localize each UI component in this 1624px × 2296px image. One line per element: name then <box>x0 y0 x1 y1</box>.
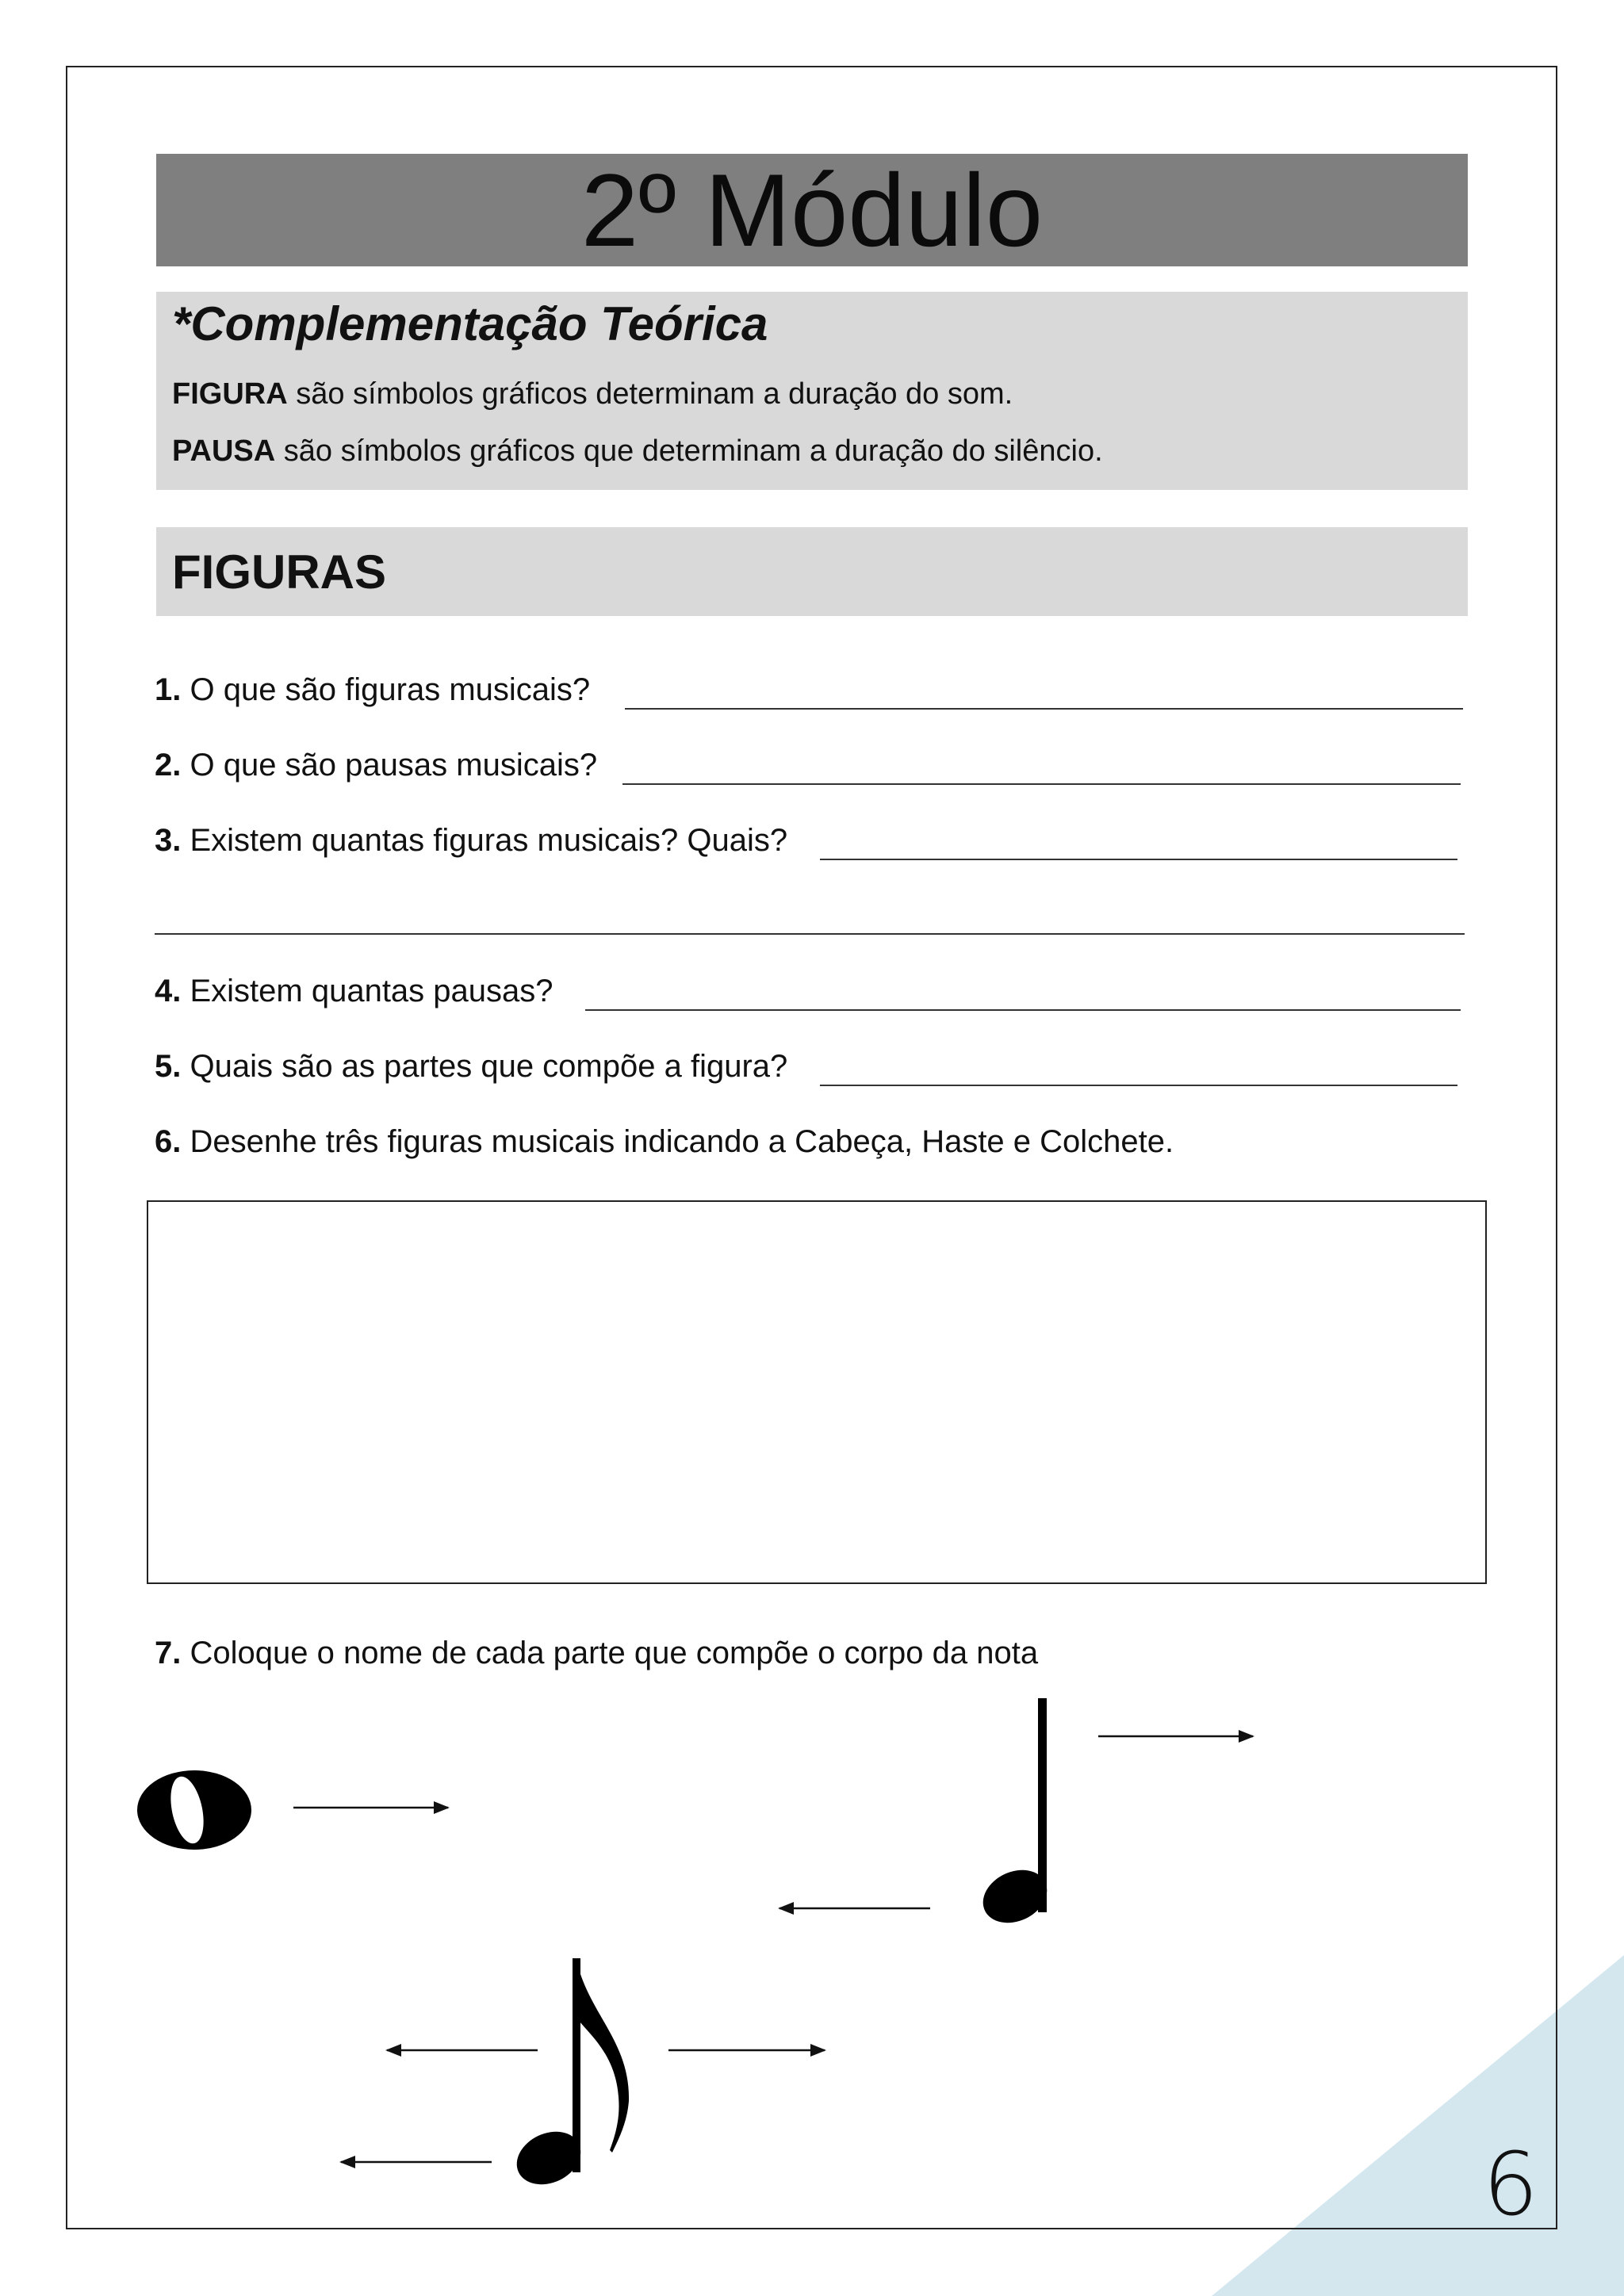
question-text: Desenhe três figuras musicais indicando a Cabeça, Haste e Colchete. <box>181 1124 1174 1159</box>
page-number: 6 <box>1483 2133 1538 2235</box>
figura-text: são símbolos gráficos determinam a duração do som. <box>287 377 1013 411</box>
whole-note-icon <box>137 1770 251 1850</box>
question-text: O que são figuras musicais? <box>181 672 591 707</box>
figuras-title: FIGURAS <box>172 545 386 599</box>
question-number: 4. <box>155 974 182 1008</box>
question-number: 6. <box>155 1124 182 1159</box>
question-number: 7. <box>155 1636 182 1670</box>
module-title: 2º Módulo <box>156 154 1468 266</box>
question-text: Quais são as partes que compõe a figura? <box>181 1049 788 1084</box>
figura-term: FIGURA <box>172 377 288 411</box>
question-text: Existem quantas figuras musicais? Quais? <box>181 823 788 858</box>
question-text: Coloque o nome de cada parte que compõe o corpo da nota <box>181 1636 1039 1670</box>
pausa-text: são símbolos gráficos que determinam a duração do silêncio. <box>275 434 1103 468</box>
question-number: 1. <box>155 672 182 707</box>
question-text: O que são pausas musicais? <box>181 748 598 783</box>
question-text: Existem quantas pausas? <box>181 974 553 1008</box>
theory-heading: *Complementação Teórica <box>172 297 768 350</box>
pausa-term: PAUSA <box>172 434 276 468</box>
question-number: 5. <box>155 1049 182 1084</box>
eighth-note-icon <box>508 1958 629 2195</box>
quarter-note-icon <box>975 1698 1055 1933</box>
question-number: 3. <box>155 823 182 858</box>
question-number: 2. <box>155 748 182 783</box>
